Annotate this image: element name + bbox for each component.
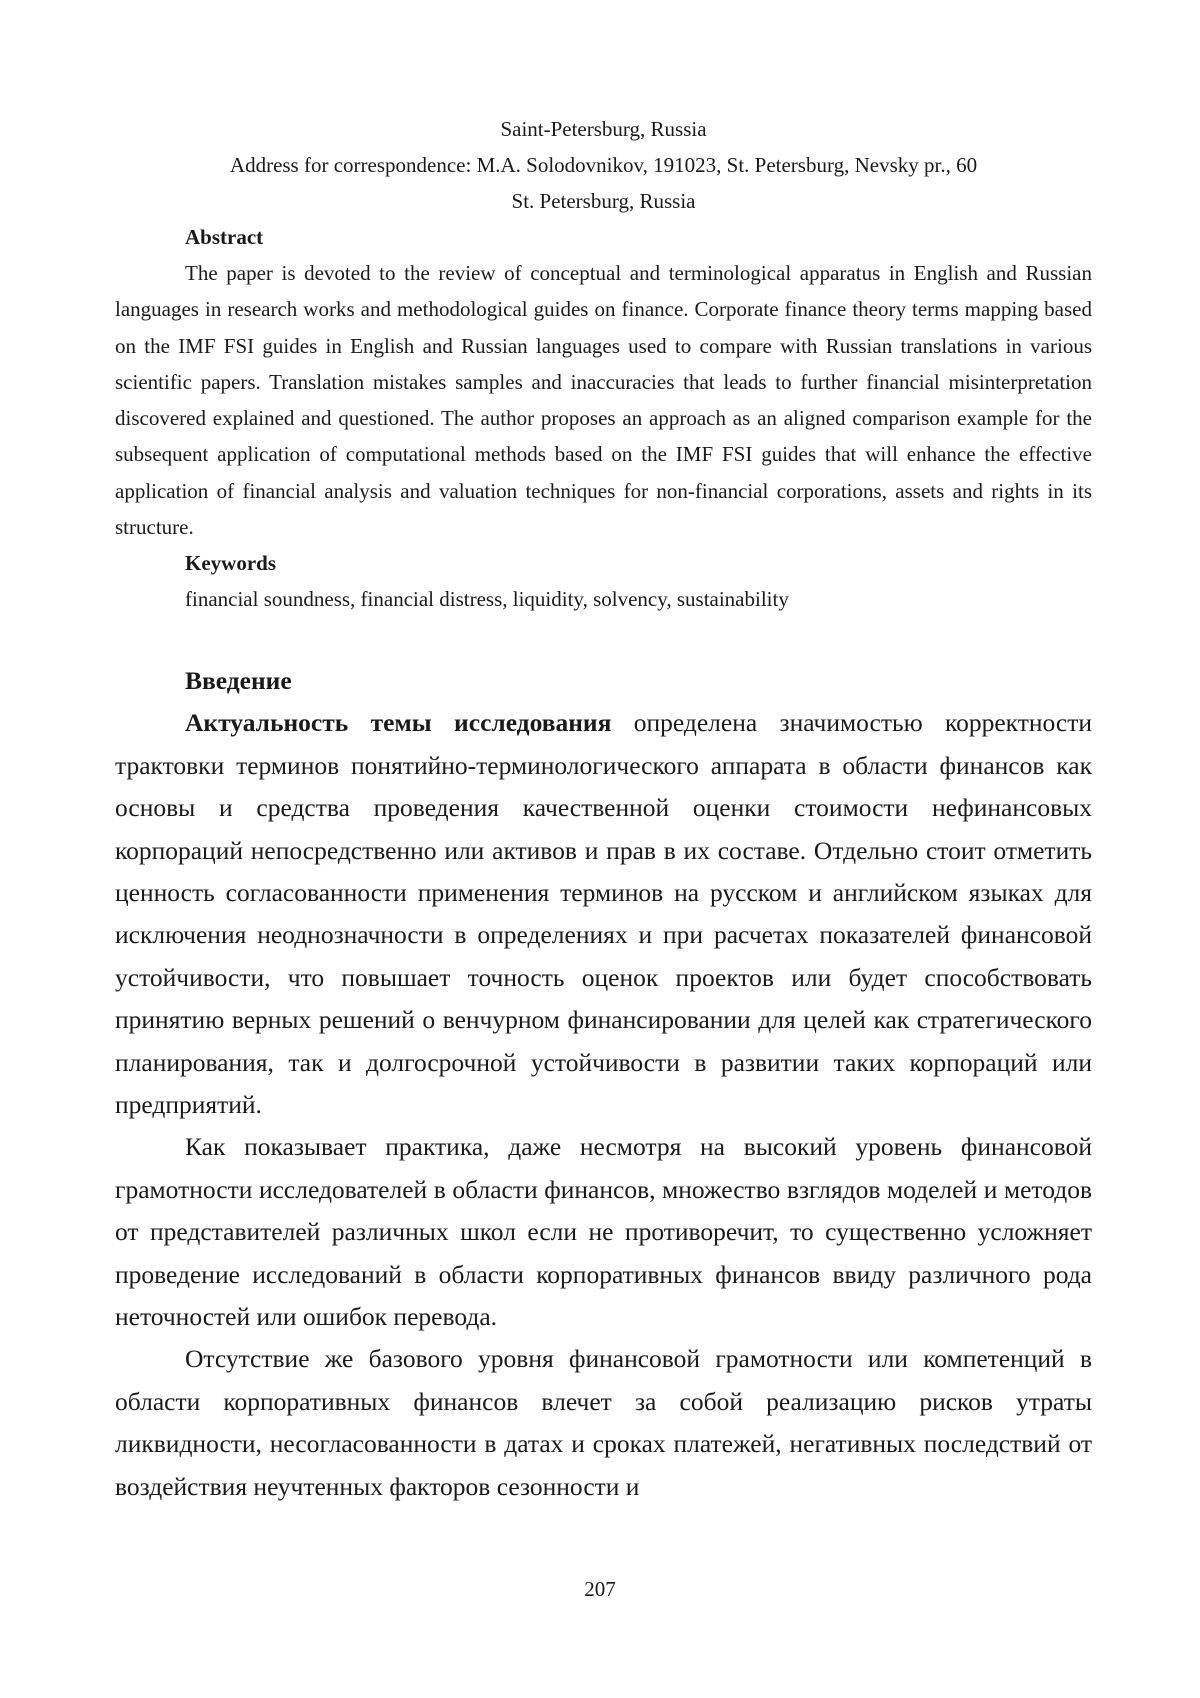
keywords-heading: Keywords (185, 551, 276, 576)
introduction-heading: Введение (185, 666, 292, 696)
affiliation-city-2: St. Petersburg, Russia (511, 189, 696, 213)
abstract-heading: Abstract (185, 225, 264, 249)
relevance-lead: Актуальность темы исследования (185, 708, 612, 738)
correspondence-address: Address for correspondence: M.A. Solodovnikov, 191023, St. Petersburg, Nevsky pr., 60 (229, 153, 978, 177)
introduction-paragraph-1 (115, 702, 1092, 1126)
document-page (115, 0, 1092, 1508)
page-number: 207 (584, 1577, 616, 1601)
abstract-text: The paper is devoted to the review of conceptual and terminological apparatus in English and Russian languages in research works and methodological guides on finance. Corporate finance theory terms mapping based on the IMF FSI guides in English and Russian languages used to compare with Russian translations in various scientific papers. Translation mistakes samples and inaccuracies that leads to further financial misinterpretation discovered explained and questioned. The author proposes an approach as an aligned comparison example for the subsequent application of computational methods based on the IMF FSI guides that will enhance the effective application of financial analysis and valuation techniques for non-financial corporations, assets and rights in its structure. (115, 261, 1092, 540)
introduction-paragraph-3: Отсутствие же базового уровня финансовой грамотности или компетенций в области корпоративных финансов влечет за собой реализацию рисков утраты ликвидности, несогласованности в датах и сроках платежей, негативных последствий от воздействия неучтенных факторов сезонности и (115, 1344, 1092, 1501)
affiliation-city: Saint-Petersburg, Russia (500, 117, 707, 141)
paragraph-1-text: определена значимостью корректности трактовки терминов понятийно-терминологического аппарата в области финансов как основы и средства проведения качественной оценки стоимости нефинансовых корпораций непосредственно или активов и прав в их составе. Отдельно стоит отметить ценность согласованности применения терминов на русском и английском языках для исключения неоднозначности в определениях и при расчетах показателей финансовой устойчивости, что повышает точность оценок проектов или будет способствовать принятию верных решений о венчурном финансировании для целей как стратегического планирования, так и долгосрочной устойчивости в развитии таких корпораций или предприятий. (115, 708, 1092, 1120)
keywords-text: financial soundness, financial distress, liquidity, solvency, sustainability (185, 587, 789, 612)
introduction-paragraph-2: Как показывает практика, даже несмотря на высокий уровень финансовой грамотности исследователей в области финансов, множество взглядов моделей и методов от представителей различных школ если не противоречит, то существенно усложняет проведение исследований в области корпоративных финансов ввиду различного рода неточностей или ошибок перевода. (115, 1132, 1092, 1332)
